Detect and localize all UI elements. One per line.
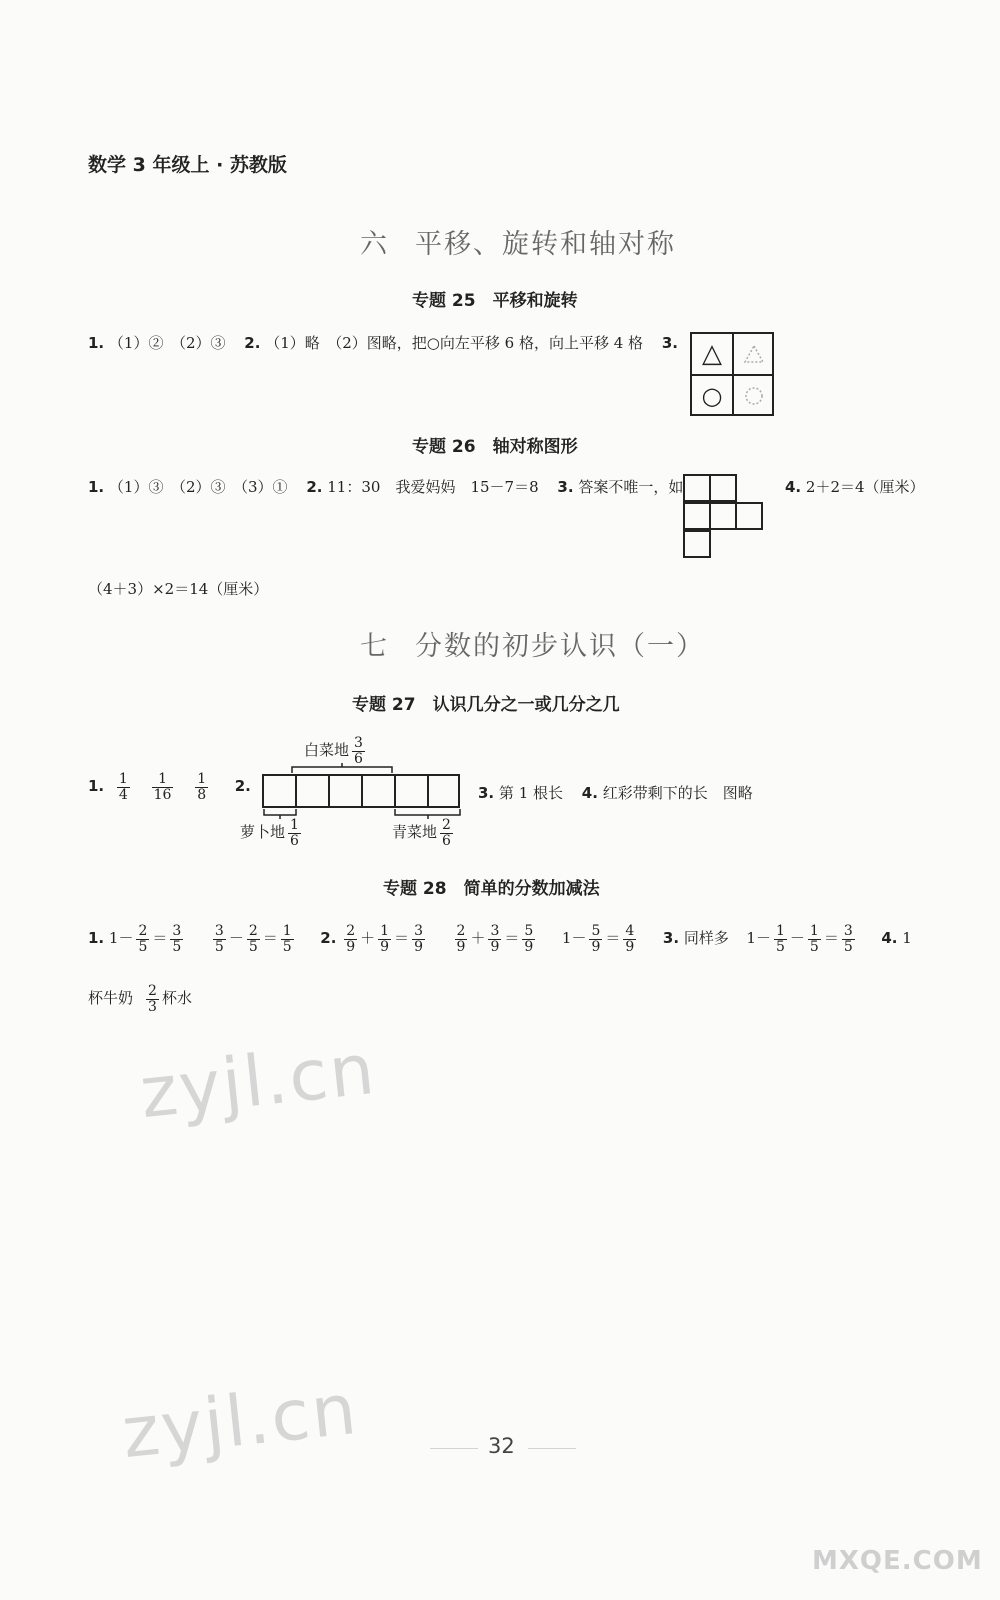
topic-26-answers — [88, 476, 683, 497]
topic-27-title: 专题 27 认识几分之一或几分之几 — [352, 695, 620, 715]
fraction: $\frac{3}{6}$ — [354, 735, 363, 767]
fraction: $\frac{2}{9}$ — [456, 923, 466, 955]
strip-divider — [328, 776, 330, 806]
fraction: $\frac{1}{4}$ — [118, 771, 128, 803]
net-square — [683, 502, 711, 530]
topic-27-q3-q4 — [478, 782, 753, 803]
brace-top — [290, 762, 394, 774]
answer-text: （1）② （2）③ — [108, 334, 226, 352]
q-number: 2. — [234, 777, 251, 796]
fraction: $\frac{3}{5}$ — [843, 923, 853, 955]
q-number: 1. — [88, 777, 105, 796]
chapter-7-title — [360, 624, 705, 663]
chapter-6-number: 六 — [360, 229, 389, 260]
q-number: 2. — [244, 334, 261, 352]
fraction: $\frac{1}{6}$ — [290, 817, 299, 849]
net-square — [683, 530, 711, 558]
q-number: 1. — [88, 334, 105, 352]
chapter-6-title — [360, 222, 676, 261]
fraction: $\frac{5}{9}$ — [591, 923, 601, 955]
fraction: $\frac{1}{16}$ — [153, 771, 172, 803]
label-qingcai: 青菜地 $\frac{2}{6}$ — [392, 817, 451, 849]
topic-26-q4 — [785, 476, 925, 497]
strip-divider — [295, 776, 297, 806]
answer-text: 红彩带剩下的长 图略 — [602, 784, 753, 802]
faint-triangle-icon — [734, 334, 774, 374]
chapter-6-name: 平移、旋转和轴对称 — [415, 229, 676, 260]
fraction: $\frac{2}{6}$ — [442, 817, 451, 849]
net-square — [683, 474, 711, 502]
page-number-rule — [528, 1448, 576, 1449]
book-header: 数学 3 年级上 · 苏教版 — [88, 154, 287, 176]
chapter-7-name: 分数的初步认识（一） — [415, 631, 705, 662]
fraction: $\frac{3}{9}$ — [414, 923, 423, 955]
fraction: $\frac{2}{9}$ — [346, 923, 356, 955]
q-number: 3. — [662, 929, 680, 948]
q-number: 3. — [478, 784, 495, 802]
q-number: 4. — [785, 478, 802, 496]
triangle-icon: △ — [702, 339, 722, 369]
q-number: 2. — [320, 929, 337, 948]
fraction: $\frac{1}{9}$ — [380, 923, 390, 955]
fraction: $\frac{1}{5}$ — [282, 923, 292, 955]
fraction: $\frac{3}{9}$ — [490, 923, 500, 955]
q-number: 1. — [88, 929, 105, 948]
net-square — [709, 474, 737, 502]
circle-icon: ○ — [701, 382, 723, 410]
fraction: $\frac{2}{3}$ — [148, 983, 157, 1015]
answer-text: 答案不唯一，如 — [578, 478, 684, 496]
fraction: $\frac{1}{5}$ — [809, 923, 819, 955]
q-number: 1. — [88, 478, 105, 496]
chapter-7-number: 七 — [360, 631, 389, 662]
strip-divider — [361, 776, 363, 806]
answer-text: （1）③ （2）③ （3）① — [108, 478, 288, 496]
topic-25-answers — [88, 332, 678, 353]
fraction: $\frac{5}{9}$ — [524, 923, 534, 955]
watermark-text: zyjl.cn — [118, 1367, 362, 1475]
page-number-rule — [430, 1448, 478, 1449]
answer-text: 11：30 我爱妈妈 15－7＝8 — [327, 478, 539, 496]
q-number: 3. — [557, 478, 574, 496]
page-number: 32 — [488, 1434, 515, 1458]
watermark-text: zyjl.cn — [136, 1027, 380, 1135]
q-number: 4. — [581, 784, 598, 802]
faint-circle-icon — [734, 376, 774, 416]
net-square — [709, 502, 737, 530]
net-square — [735, 502, 763, 530]
label-baicai: 白菜地 $\frac{3}{6}$ — [304, 735, 363, 767]
rotation-grid-figure — [690, 332, 774, 416]
fraction: $\frac{3}{5}$ — [172, 923, 182, 955]
answer-text: 2＋2＝4（厘米） — [805, 478, 925, 496]
fraction: $\frac{4}{9}$ — [625, 923, 635, 955]
topic-26-q4-continued: （4＋3）×2＝14（厘米） — [88, 580, 269, 598]
topic-28-answers: 1. 1－ $\frac{2}{5}$ ＝ $\frac{3}{5}$ $\frac{3}{5}$ － $\frac{2}{5}$ ＝ $\frac{1}{5}$ 2. $\frac{2}{9}$ ＋ $\frac{1}{9}$ ＝ $\frac{3}{9}$ $\frac{2}{9}$ ＋ $\frac{3}{9}$ ＝ $\frac{5}{9}$ 1－ $\frac{5}{9}$ ＝ $\frac{4}{9}$ 3. 同样多 1－ $\frac{1}{5}$ － $\frac{1}{5}$ ＝ $\frac{3}{5}$ 4. 1 — [88, 923, 912, 955]
strip-divider — [427, 776, 429, 806]
fraction: $\frac{2}{5}$ — [248, 923, 258, 955]
answer-text: （1）略 （2）图略，把○向左平移 6 格，向上平移 4 格 — [265, 334, 644, 352]
fraction-strip — [262, 774, 460, 808]
fraction: $\frac{2}{5}$ — [138, 923, 148, 955]
strip-divider — [394, 776, 396, 806]
topic-26-title: 专题 26 轴对称图形 — [412, 437, 578, 457]
fraction: $\frac{1}{8}$ — [197, 771, 207, 803]
topic-25-title: 专题 25 平移和旋转 — [412, 291, 578, 311]
q-number: 3. — [661, 334, 678, 352]
q-number: 2. — [306, 478, 323, 496]
corner-watermark: MXQE.COM — [812, 1546, 983, 1576]
label-luobo: 萝卜地 $\frac{1}{6}$ — [240, 817, 299, 849]
fraction: $\frac{3}{5}$ — [214, 923, 224, 955]
topic-28-title: 专题 28 简单的分数加减法 — [383, 879, 600, 899]
topic-28-q4-continued: 杯牛奶 $\frac{2}{3}$ 杯水 — [88, 983, 192, 1015]
answer-text: 第 1 根长 — [498, 784, 564, 802]
q-number: 4. — [881, 929, 898, 948]
fraction: $\frac{1}{5}$ — [775, 923, 785, 955]
topic-27-q1 — [88, 772, 251, 802]
